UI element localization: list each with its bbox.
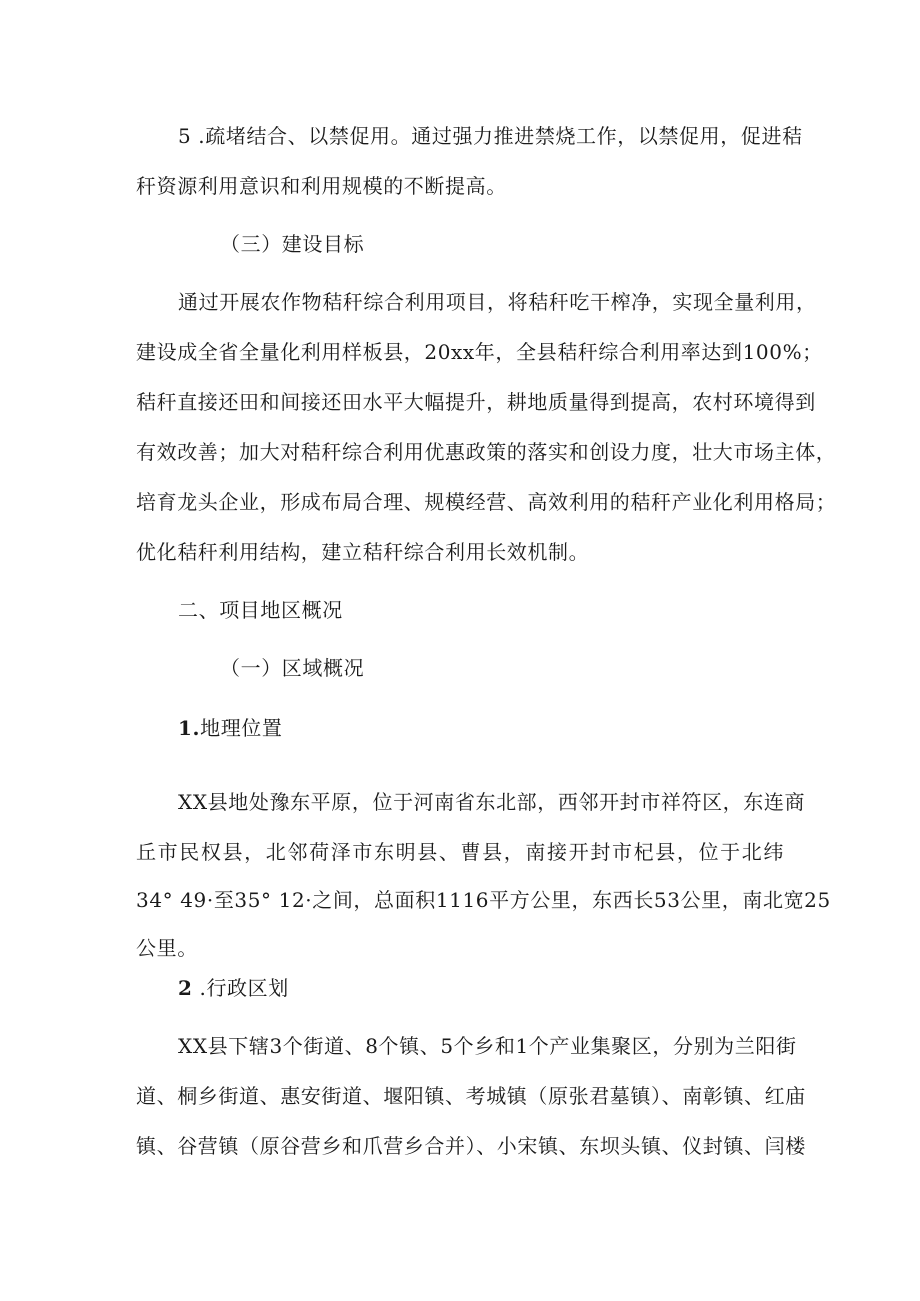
heading-geographic-location-number: 1. bbox=[178, 716, 201, 740]
heading-administrative-division-text: .行政区划 bbox=[192, 976, 289, 1000]
goals-paragraph-line-5: 培育龙头企业，形成布局合理、规模经营、高效利用的秸秆产业化利用格局； bbox=[136, 490, 837, 514]
goals-paragraph-line-1: 通过开展农作物秸秆综合利用项目，将秸秆吃干榨净，实现全量利用， bbox=[178, 290, 817, 314]
geo-paragraph-line-3: 34° 49·至35° 12·之间，总面积1116平方公里，东西长53公里，南北宽25 bbox=[136, 888, 831, 912]
paragraph-5-line-1: 5 .疏堵结合、以禁促用。通过强力推进禁烧工作，以禁促用，促进秸 bbox=[178, 124, 803, 148]
paragraph-5-line-2: 秆资源利用意识和利用规模的不断提高。 bbox=[136, 174, 507, 198]
admin-paragraph-line-2: 道、桐乡街道、惠安街道、堰阳镇、考城镇（原张君墓镇）、南彰镇、红庙 bbox=[136, 1084, 806, 1108]
heading-regional-overview: （一）区域概况 bbox=[220, 656, 365, 680]
admin-paragraph-line-3: 镇、谷营镇（原谷营乡和爪营乡合并）、小宋镇、东坝头镇、仪封镇、闫楼 bbox=[136, 1134, 806, 1158]
heading-construction-goals: （三）建设目标 bbox=[220, 232, 365, 256]
goals-paragraph-line-6: 优化秸秆利用结构，建立秸秆综合利用长效机制。 bbox=[136, 540, 590, 564]
geo-paragraph-line-2: 丘市民权县，北邻荷泽市东明县、曹县，南接开封市杞县，位于北纬 bbox=[136, 840, 784, 864]
goals-paragraph-line-3: 秸秆直接还田和间接还田水平大幅提升，耕地质量得到提高，农村环境得到 bbox=[136, 390, 816, 414]
heading-geographic-location-text: 地理位置 bbox=[200, 716, 283, 740]
heading-project-area-overview: 二、项目地区概况 bbox=[178, 598, 343, 622]
admin-paragraph-line-1: XX县下辖3个街道、8个镇、5个乡和1个产业集聚区，分别为兰阳街 bbox=[178, 1034, 797, 1058]
geo-paragraph-line-1: XX县地处豫东平原，位于河南省东北部，西邻开封市祥符区，东连商 bbox=[178, 790, 806, 814]
heading-administrative-division-number: 2 bbox=[178, 976, 193, 1000]
goals-paragraph-line-4: 有效改善；加大对秸秆综合利用优惠政策的落实和创设力度，壮大市场主体， bbox=[136, 440, 837, 464]
heading-administrative-division bbox=[178, 976, 289, 1000]
heading-geographic-location bbox=[178, 716, 283, 740]
geo-paragraph-line-4: 公里。 bbox=[136, 936, 198, 960]
goals-paragraph-line-2: 建设成全省全量化利用样板县，20xx年，全县秸秆综合利用率达到100%； bbox=[136, 340, 823, 364]
